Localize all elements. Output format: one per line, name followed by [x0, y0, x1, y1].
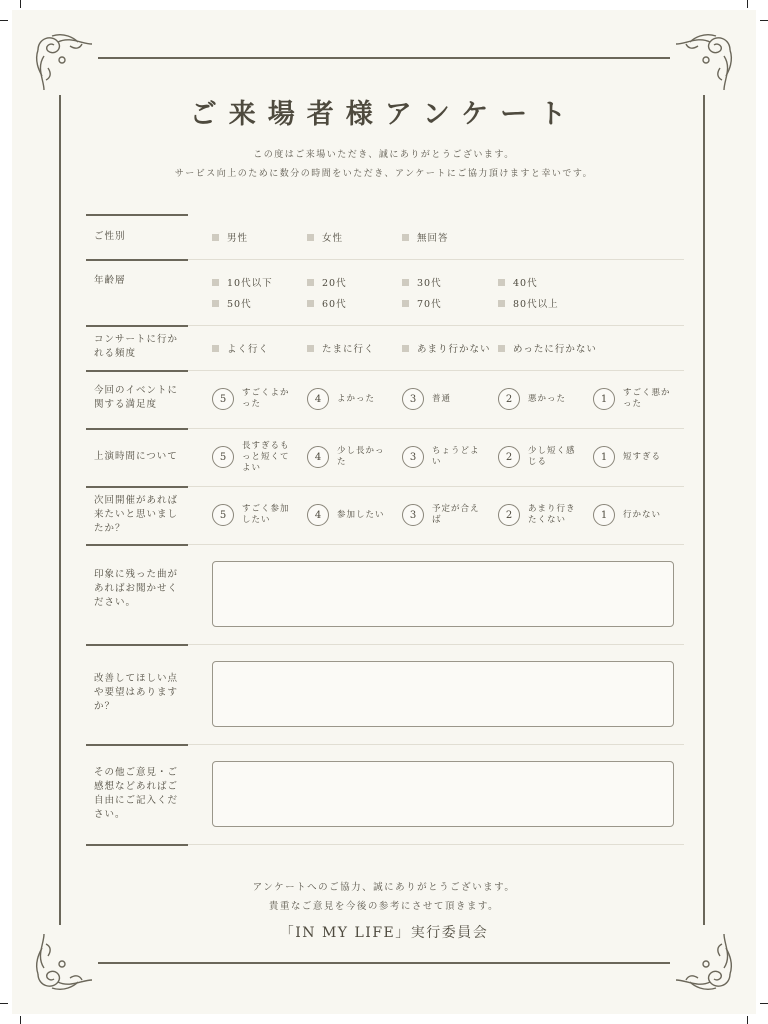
intro-line-2: サービス向上のために数分の時間をいただき、アンケートにご協力頂けますと幸いです。	[174, 169, 594, 179]
scale-number[interactable]: 4	[307, 388, 329, 410]
scale-option-3[interactable]: 3 ちょうどよい	[402, 439, 492, 475]
option-age-70s[interactable]: 70代	[402, 296, 442, 310]
scale-option-2[interactable]: 2 少し短く感じる	[498, 439, 588, 475]
frame-top-line	[98, 57, 670, 59]
checkbox-icon[interactable]	[212, 234, 219, 241]
option-age-30s[interactable]: 30代	[402, 275, 442, 289]
option-seldom[interactable]: めったに行かない	[498, 341, 597, 355]
intro-line-1: この度はご来場いただき、誠にありがとうございます。	[253, 150, 515, 160]
crop-mark	[0, 20, 8, 21]
corner-ornament-icon	[30, 28, 100, 98]
scale-option-1[interactable]: 1 行かない	[593, 504, 683, 526]
crop-mark	[0, 1003, 8, 1004]
question-other	[86, 744, 684, 845]
option-no-answer[interactable]: 無回答	[402, 230, 449, 244]
scale-number[interactable]: 5	[212, 504, 234, 526]
question-label: 次回開催があれば来たいと思いましたか？	[94, 495, 179, 534]
option-age-40s[interactable]: 40代	[498, 275, 538, 289]
scale-option-5[interactable]: 5 長すぎるもっと短くてよい	[212, 439, 302, 475]
crop-mark	[747, 1016, 748, 1024]
question-label: ご性別	[94, 231, 126, 242]
corner-ornament-icon	[668, 28, 738, 98]
question-label: 上演時間について	[94, 451, 178, 462]
question-label: その他ご意見・ご感想などあればご自由にご記入ください。	[94, 767, 179, 820]
scale-number[interactable]: 3	[402, 504, 424, 526]
scale-option-3[interactable]: 3 予定が合えば	[402, 504, 492, 526]
checkbox-icon[interactable]	[307, 234, 314, 241]
scale-number[interactable]: 2	[498, 388, 520, 410]
scale-option-2[interactable]: 2 あまり行きたくない	[498, 504, 588, 526]
option-age-20s[interactable]: 20代	[307, 275, 347, 289]
scale-number[interactable]: 2	[498, 446, 520, 468]
question-frequency	[86, 325, 684, 371]
scale-option-3[interactable]: 3 普通	[402, 388, 490, 410]
crop-mark	[747, 0, 748, 8]
option-age-80s[interactable]: 80代以上	[498, 296, 559, 310]
scale-option-4[interactable]: 4 参加したい	[307, 504, 397, 526]
scale-option-1[interactable]: 1 すごく悪かった	[593, 388, 681, 410]
scale-option-5[interactable]: 5 すごくよかった	[212, 388, 300, 410]
scale-option-2[interactable]: 2 悪かった	[498, 388, 586, 410]
checkbox-icon[interactable]	[402, 234, 409, 241]
footer-note: 貴重なご意見を今後の参考にさせて頂きます。	[268, 901, 500, 912]
option-sometimes[interactable]: たまに行く	[307, 341, 375, 355]
option-age-10s[interactable]: 10代以下	[212, 275, 273, 289]
question-satisfaction	[86, 370, 684, 429]
question-songs	[86, 544, 684, 645]
crop-mark	[760, 1003, 768, 1004]
checkbox-icon[interactable]	[402, 300, 409, 307]
improve-textarea[interactable]	[212, 661, 674, 727]
checkbox-icon[interactable]	[402, 279, 409, 286]
scale-number[interactable]: 3	[402, 388, 424, 410]
scale-number[interactable]: 5	[212, 446, 234, 468]
checkbox-icon[interactable]	[402, 345, 409, 352]
frame-left-line	[59, 95, 61, 925]
option-rarely[interactable]: あまり行かない	[402, 341, 491, 355]
footer-thanks: アンケートへのご協力、誠にありがとうございます。	[252, 882, 516, 893]
scale-number[interactable]: 4	[307, 446, 329, 468]
crop-mark	[20, 1016, 21, 1024]
checkbox-icon[interactable]	[212, 279, 219, 286]
question-label: 今回のイベントに関する満足度	[94, 385, 179, 410]
scale-number[interactable]: 2	[498, 504, 520, 526]
question-label: 年齢層	[94, 275, 126, 286]
scale-option-5[interactable]: 5 すごく参加したい	[212, 504, 302, 526]
scale-option-1[interactable]: 1 短すぎる	[593, 439, 683, 475]
question-duration	[86, 428, 684, 487]
scale-option-4[interactable]: 4 よかった	[307, 388, 395, 410]
checkbox-icon[interactable]	[498, 300, 505, 307]
question-age	[86, 259, 684, 326]
scale-number[interactable]: 4	[307, 504, 329, 526]
checkbox-icon[interactable]	[212, 345, 219, 352]
frame-bottom-line	[98, 962, 670, 964]
scale-number[interactable]: 1	[593, 446, 615, 468]
songs-textarea[interactable]	[212, 561, 674, 627]
question-label: コンサートに行かれる頻度	[94, 334, 179, 359]
scale-number[interactable]: 1	[593, 388, 615, 410]
option-female[interactable]: 女性	[307, 230, 343, 244]
scale-number[interactable]: 1	[593, 504, 615, 526]
scale-number[interactable]: 5	[212, 388, 234, 410]
crop-mark	[760, 20, 768, 21]
checkbox-icon[interactable]	[307, 300, 314, 307]
scale-number[interactable]: 3	[402, 446, 424, 468]
question-label: 印象に残った曲があればお聞かせください。	[94, 569, 179, 608]
checkbox-icon[interactable]	[307, 279, 314, 286]
option-male[interactable]: 男性	[212, 230, 248, 244]
other-textarea[interactable]	[212, 761, 674, 827]
question-gender	[86, 214, 684, 260]
option-often[interactable]: よく行く	[212, 341, 269, 355]
frame-right-line	[703, 95, 705, 925]
organizer-name: 「IN MY LIFE」実行委員会	[279, 925, 489, 941]
checkbox-icon[interactable]	[307, 345, 314, 352]
scale-option-4[interactable]: 4 少し長かった	[307, 439, 397, 475]
option-age-60s[interactable]: 60代	[307, 296, 347, 310]
checkbox-icon[interactable]	[212, 300, 219, 307]
question-next-event	[86, 486, 684, 545]
option-age-50s[interactable]: 50代	[212, 296, 252, 310]
checkbox-icon[interactable]	[498, 279, 505, 286]
question-improve	[86, 644, 684, 745]
checkbox-icon[interactable]	[498, 345, 505, 352]
question-label: 改善してほしい点や要望はありますか？	[94, 673, 179, 712]
page-title: ご来場者様アンケート	[189, 99, 579, 130]
crop-mark	[20, 0, 21, 8]
label-divider	[86, 844, 188, 846]
